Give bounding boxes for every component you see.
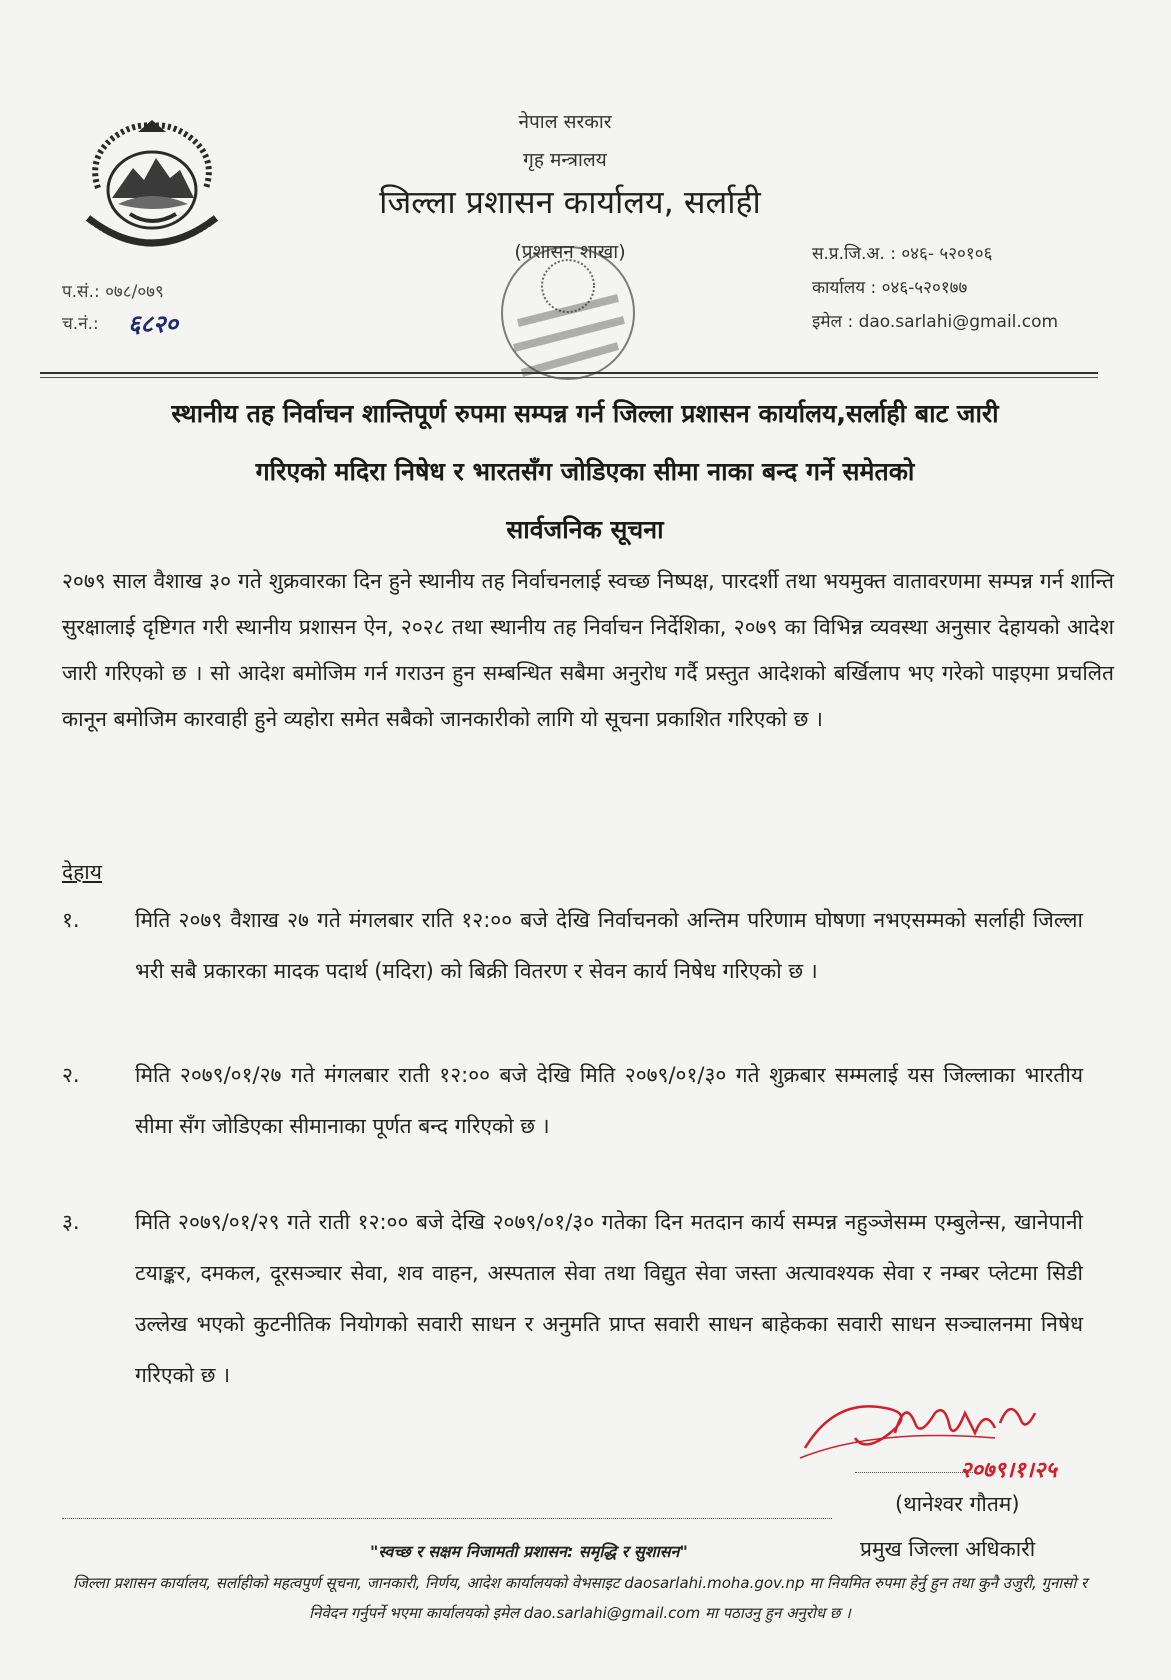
list-item: मिति २०७९/०१/२९ गते राती १२:०० बजे देखि २०७९/०१/३० गतेका दिन मतदान कार्य सम्पन्न नहुञ्जेसम्म एम्बुलेन्स, खानेपानी टयाङ्कर, दमकल, दूरसञ्चार सेवा, शव वाहन, अस्पताल सेवा तथा विद्युत सेवा जस्ता अत्यावश्यक सेवा र नम्बर प्लेटमा सिडी उल्लेख भएको कुटनीतिक नियोगको सवारी साधन र अनुमति प्राप्त सवारी साधन बाहेकका सवारी साधन सञ्चालनमा निषेध गरिएको छ । [135,1210,1083,1387]
list-item-number: ३. [62,1210,80,1234]
list-item: मिति २०७९ वैशाख २७ गते मंगलबार राति १२:०० बजे देखि निर्वाचनको अन्तिम परिणाम घोषणा नभएसम्मको सर्लाही जिल्ला भरी सबै प्रकारका मादक पदार्थ (मदिरा) को बिक्री वितरण र सेवन कार्य निषेध गरिएको छ । [135,908,1083,983]
section-name: (प्रशासन शाखा) [514,241,626,263]
signature-date: २०७९।१।२५ [960,1457,1057,1483]
list-item: मिति २०७९/०१/२७ गते मंगलबार राती १२:०० बजे देखि मिति २०७९/०१/३० गते शुक्रबार सम्मलाई यस जिल्लाका भारतीय सीमा सँग जोडिएका सीमानाका पूर्णत बन्द गरिएको छ । [135,1063,1083,1138]
list-item-number: २. [62,1063,80,1087]
letter-number: प.सं.: ०७८/०७९ [62,282,164,302]
signatory-name: (थानेश्वर गौतम) [895,1492,1020,1516]
office-phone: कार्यालय : ०४६-५२०१७७ [812,278,968,298]
ministry-name: गृह मन्त्रालय [523,149,607,171]
footer-note: जिल्ला प्रशासन कार्यालय, सर्लाहीको महत्वपुर्ण सूचना, जानकारी, निर्णय, आदेश कार्यालयको वेभसाइट daosarlahi.moha.gov.np मा नियमित रुपमा हेर्नु हुन तथा कुनै उजुरी, गुनासो र निवेदन गर्नुपर्ने भएमा कार्यालयको इमेल dao.sarlahi@gmail.com मा पठाउनु हुन अनुरोध छ । [72,1574,1088,1622]
dispatch-number-label: च.नं.: [62,314,99,334]
notice-title-line2: गरिएको मदिरा निषेध र भारतसँग जोडिएका सीमा नाका बन्द गर्ने समेतको [255,457,915,486]
dispatch-number: ६८२० [128,309,178,338]
signatory-designation: प्रमुख जिल्ला अधिकारी [860,1537,1036,1561]
notice-subtitle: सार्वजनिक सूचना [506,515,664,544]
footer-motto: "स्वच्छ र सक्षम निजामती प्रशासन: समृद्धि र सुशासन" [370,1542,688,1561]
chief-officer-phone: स.प्र.जि.अ. : ०४६- ५२०१०६ [812,244,993,264]
signature-line [855,1472,975,1473]
nepal-emblem-icon [78,118,226,258]
government-name: नेपाल सरकार [518,111,612,133]
dehaya-heading: देहाय [62,860,102,884]
footer-divider [62,1518,832,1519]
notice-title-line1: स्थानीय तह निर्वाचन शान्तिपूर्ण रुपमा सम्पन्न गर्न जिल्ला प्रशासन कार्यालय,सर्लाही बाट जारी [171,399,999,428]
notice-intro: २०७९ साल वैशाख ३० गते शुक्रवारका दिन हुने स्थानीय तह निर्वाचनलाई स्वच्छ निष्पक्ष, पारदर्शी तथा भयमुक्त वातावरणमा सम्पन्न गर्न शान्ति सुरक्षालाई दृष्टिगत गरी स्थानीय प्रशासन ऐन, २०२८ तथा स्थानीय तह निर्वाचन निर्देशिका, २०७९ का विभिन्न व्यवस्था अनुसार देहायको आदेश जारी गरिएको छ । सो आदेश बमोजिम गर्न गराउन हुन सम्बन्धित सबैमा अनुरोध गर्दै प्रस्तुत आदेशको बर्खिलाप भए गरेको पाइएमा प्रचलित कानून बमोजिम कारवाही हुने व्यहोरा समेत सबैको जानकारीको लागि यो सूचना प्रकाशित गरिएको छ । [62,569,1114,731]
header-divider-thin [40,377,1098,378]
office-email: इमेल : dao.sarlahi@gmail.com [812,312,1059,332]
header-divider [40,372,1098,374]
office-name: जिल्ला प्रशासन कार्यालय, सर्लाही [379,183,761,221]
list-item-number: १. [62,908,80,932]
